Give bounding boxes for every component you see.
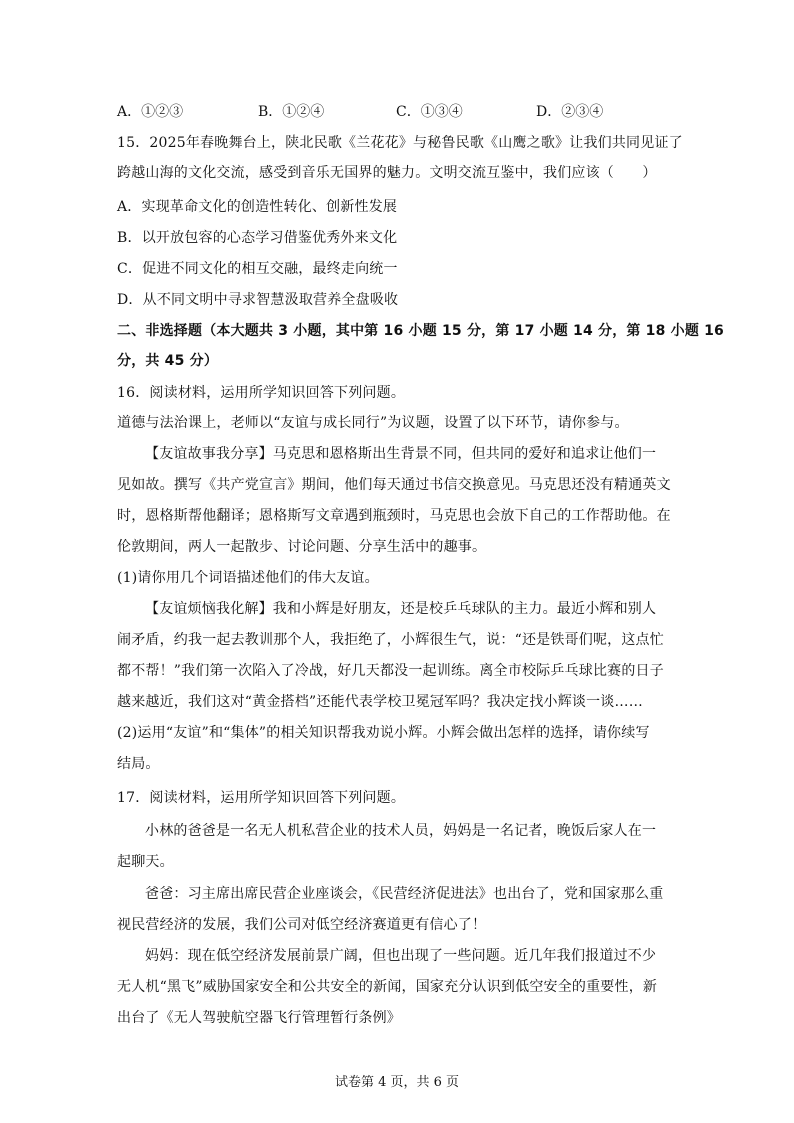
q17-intro: 17．阅读材料，运用所学知识回答下列问题。	[117, 790, 406, 806]
q16-trouble-line-1: 【友谊烦恼我化解】我和小辉是好朋友，还是校乒乓球队的主力。最近小辉和别人	[145, 601, 657, 617]
q16-sub-question-2-line-1: (2)运用“友谊”和“集体”的相关知识帮我劝说小辉。小辉会做出怎样的选择，请你续写	[117, 725, 650, 741]
page-footer: 试卷第 4 页，共 6 页	[334, 1075, 460, 1090]
q16-story-line-2: 见如故。撰写《共产党宣言》期间，他们每天通过书信交换意见。马克思还没有精通英文	[117, 477, 671, 493]
q14-option-d: D．②③④	[536, 104, 604, 120]
q15-option-d: D．从不同文明中寻求智慧汲取营养全盘吸收	[117, 292, 399, 308]
q15-option-c: C．促进不同文化的相互交融，最终走向统一	[117, 261, 398, 277]
q16-trouble-line-2: 闹矛盾，约我一起去教训那个人，我拒绝了，小辉很生气，说：“还是铁哥们呢，这点忙	[117, 632, 664, 648]
q16-context: 道德与法治课上，老师以“友谊与成长同行”为议题，设置了以下环节，请你参与。	[117, 415, 629, 431]
q14-option-b: B．①②④	[258, 104, 325, 120]
q16-intro: 16．阅读材料，运用所学知识回答下列问题。	[117, 385, 406, 401]
q16-sub-question-2-line-2: 结局。	[117, 756, 160, 772]
section-heading-line-1: 二、非选择题（本大题共 3 小题，其中第 16 小题 15 分，第 17 小题 14 分，第 18 小题 16	[117, 323, 724, 339]
q16-trouble-line-4: 越来越近，我们这对“黄金搭档”还能代表学校卫冕冠军吗？我决定找小辉谈一谈……	[117, 694, 643, 710]
q14-option-a: A．①②③	[117, 104, 184, 120]
q17-mom-line-3: 出台了《无人驾驶航空器飞行管理暂行条例》	[117, 1010, 401, 1026]
q15-option-b: B．以开放包容的心态学习借鉴优秀外来文化	[117, 230, 398, 246]
q15-stem-line-1: 15．2025年春晚舞台上，陕北民歌《兰花花》与秘鲁民歌《山鹰之歌》让我们共同见证了	[117, 135, 683, 151]
q16-sub-question-1: (1)请你用几个词语描述他们的伟大友谊。	[117, 570, 379, 586]
q14-option-c: C．①③④	[396, 104, 463, 120]
q17-mom-line-1: 妈妈：现在低空经济发展前景广阔，但也出现了一些问题。近几年我们报道过不少	[145, 948, 657, 964]
q16-story-line-4: 伦敦期间，两人一起散步、讨论问题、分享生活中的趣事。	[117, 539, 487, 555]
q17-dad-line-2: 视民营经济的发展，我们公司对低空经济赛道更有信心了！	[117, 917, 487, 933]
q17-p1-line-2: 起聊天。	[117, 854, 174, 870]
q15-stem-line-2: 跨越山海的文化交流，感受到音乐无国界的魅力。文明交流互鉴中，我们应该（ ）	[117, 165, 657, 181]
q17-dad-line-1: 爸爸：习主席出席民营企业座谈会，《民营经济促进法》也出台了，党和国家那么重	[145, 886, 664, 902]
q15-option-a: A．实现革命文化的创造性转化、创新性发展	[117, 199, 398, 215]
q16-trouble-line-3: 都不帮！”我们第一次陷入了冷战，好几天都没一起训练。离全市校际乒乓球比赛的日子	[117, 663, 664, 679]
q16-story-line-3: 时，恩格斯帮他翻译；恩格斯写文章遇到瓶颈时，马克思也会放下自己的工作帮助他。在	[117, 508, 671, 524]
q17-mom-line-2: 无人机“黑飞”威胁国家安全和公共安全的新闻，国家充分认识到低空安全的重要性，新	[117, 979, 658, 995]
q17-p1-line-1: 小林的爸爸是一名无人机私营企业的技术人员，妈妈是一名记者，晚饭后家人在一	[145, 823, 657, 839]
q16-story-line-1: 【友谊故事我分享】马克思和恩格斯出生背景不同，但共同的爱好和追求让他们一	[145, 446, 657, 462]
section-heading-line-2: 分，共 45 分）	[117, 353, 219, 369]
